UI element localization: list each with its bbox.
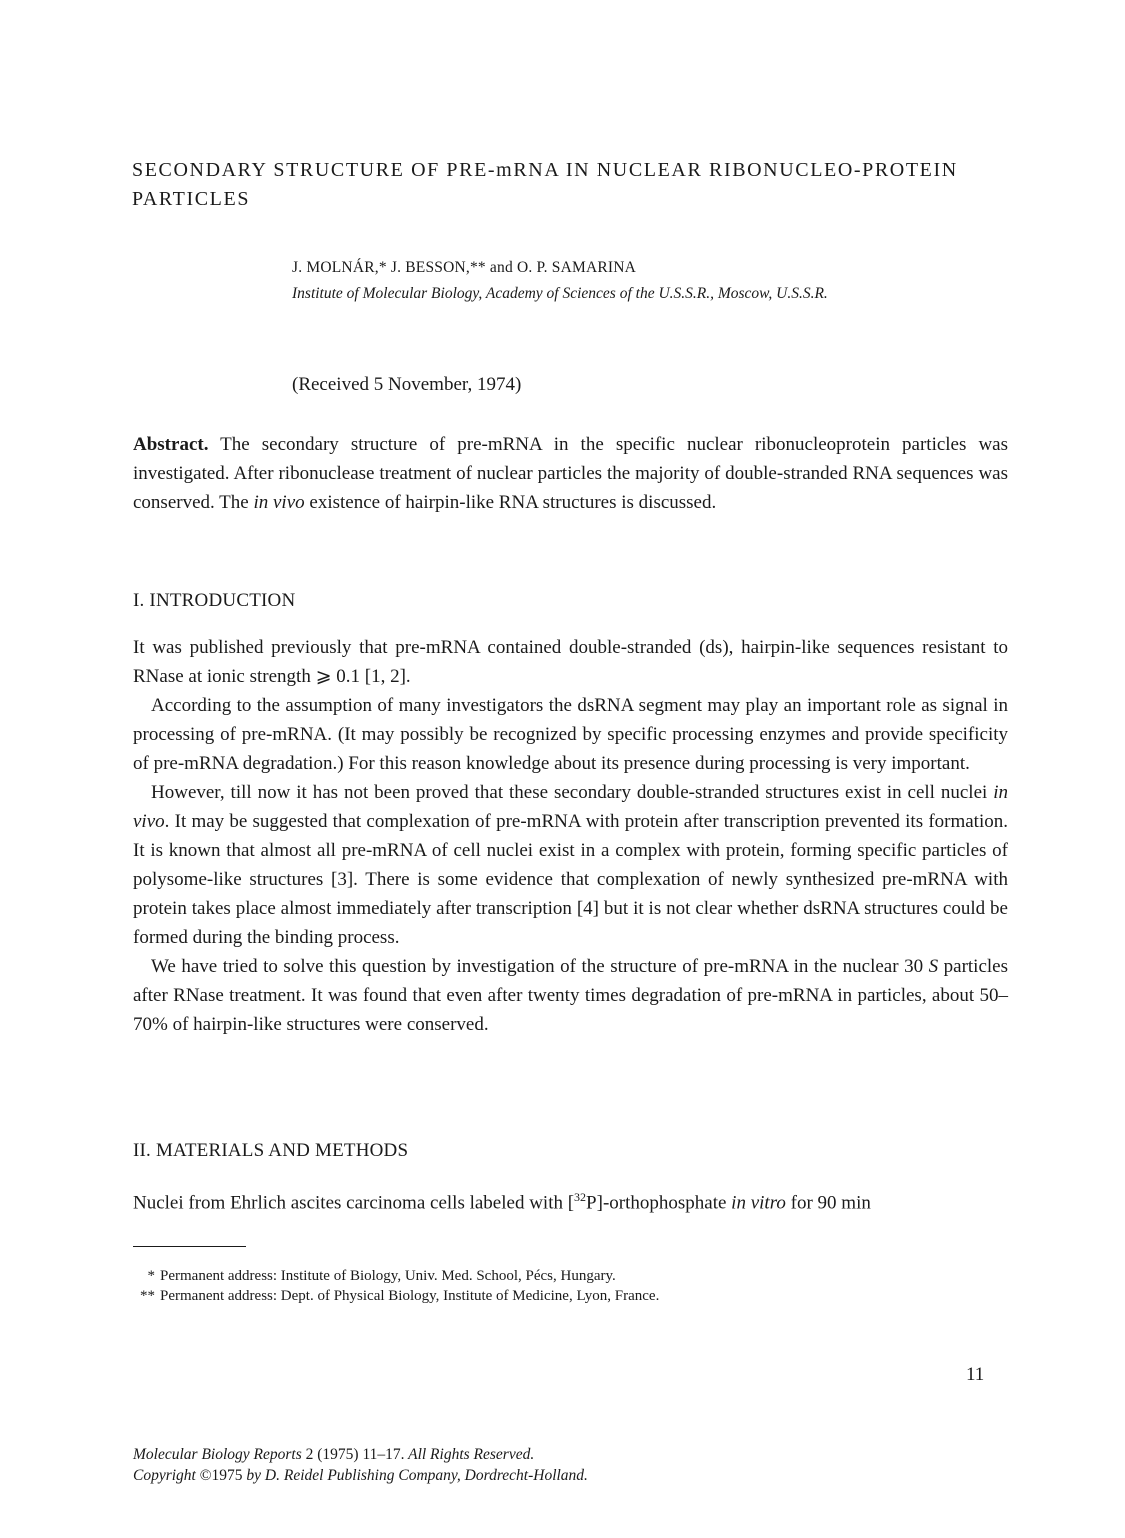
paragraph: Nuclei from Ehrlich ascites carcinoma cells labeled with [$^{32}$P]-orthophosphate in vitro for 90 min [133,1190,871,1214]
footnote: ** Permanent address: Dept. of Physical Biology, Institute of Medicine, Lyon, France. [133,1285,659,1307]
received-date: (Received 5 November, 1974) [292,374,522,395]
paragraph: We have tried to solve this question by investigation of the structure of pre-mRNA in the nuclear 30 S particles after RNase treatment. It was found that even after twenty times degradation of pre-mRNA in particles, about 50–70% of hairpin-like structures were conserved. [133,956,1008,1035]
footnote: * Permanent address: Institute of Biology, Univ. Med. School, Pécs, Hungary. [133,1265,616,1287]
abstract: Abstract. The secondary structure of pre-mRNA in the specific nuclear ribonucleoprotein particles was investigated. After ribonuclease treatment of nuclear particles the majority of double-stranded RNA sequences was conserved. The in vivo existence of hairpin-like RNA structures is discussed. [133,434,1008,513]
section-heading-methods: II. MATERIALS AND METHODS [133,1140,409,1161]
citation-line: Molecular Biology Reports 2 (1975) 11–17. All Rights Reserved. [133,1446,535,1463]
methods-body [133,1183,1008,1217]
introduction-body [133,633,1008,1039]
author-list: J. MOLNÁR,* J. BESSON,** and O. P. SAMARINA [292,259,637,276]
footnote-marker: * [147,1268,155,1284]
affiliation: Institute of Molecular Biology, Academy of Sciences of the U.S.S.R., Moscow, U.S.S.R. [292,285,828,302]
abstract-label: Abstract. [133,434,209,455]
journal-footer [133,1444,588,1486]
page-number: 11 [966,1364,985,1385]
footnote-divider [133,1246,246,1247]
paragraph: However, till now it has not been proved that these secondary double-stranded structures exist in cell nuclei in vivo. It may be suggested that complexation of pre-mRNA with protein after transcription prevented its formation. It is known that almost all pre-mRNA of cell nuclei exist in a complex with protein, forming specific particles of polysome-like structures [3]. There is some evidence that complexation of newly synthesized pre-mRNA with protein takes place almost immediately after transcription [4] but it is not clear whether dsRNA structures could be formed during the binding process. [133,782,1008,948]
section-heading-introduction: I. INTRODUCTION [133,590,296,611]
paragraph: It was published previously that pre-mRNA contained double-stranded (ds), hairpin-like sequences resistant to RNase at ionic strength ⩾ 0.1 [1, 2]. [133,637,1008,687]
copyright-line: Copyright ©1975 by D. Reidel Publishing Company, Dordrecht-Holland. [133,1467,588,1484]
paragraph: According to the assumption of many investigators the dsRNA segment may play an important role as signal in processing of pre-mRNA. (It may possibly be recognized by specific processing enzymes and provide specificity of pre-mRNA degradation.) For this reason knowledge about its presence during processing is very important. [133,695,1008,774]
paper-title: SECONDARY STRUCTURE OF PRE-mRNA IN NUCLEAR RIBONUCLEO-PROTEIN PARTICLES [132,159,958,210]
footnote-marker: ** [140,1288,155,1304]
